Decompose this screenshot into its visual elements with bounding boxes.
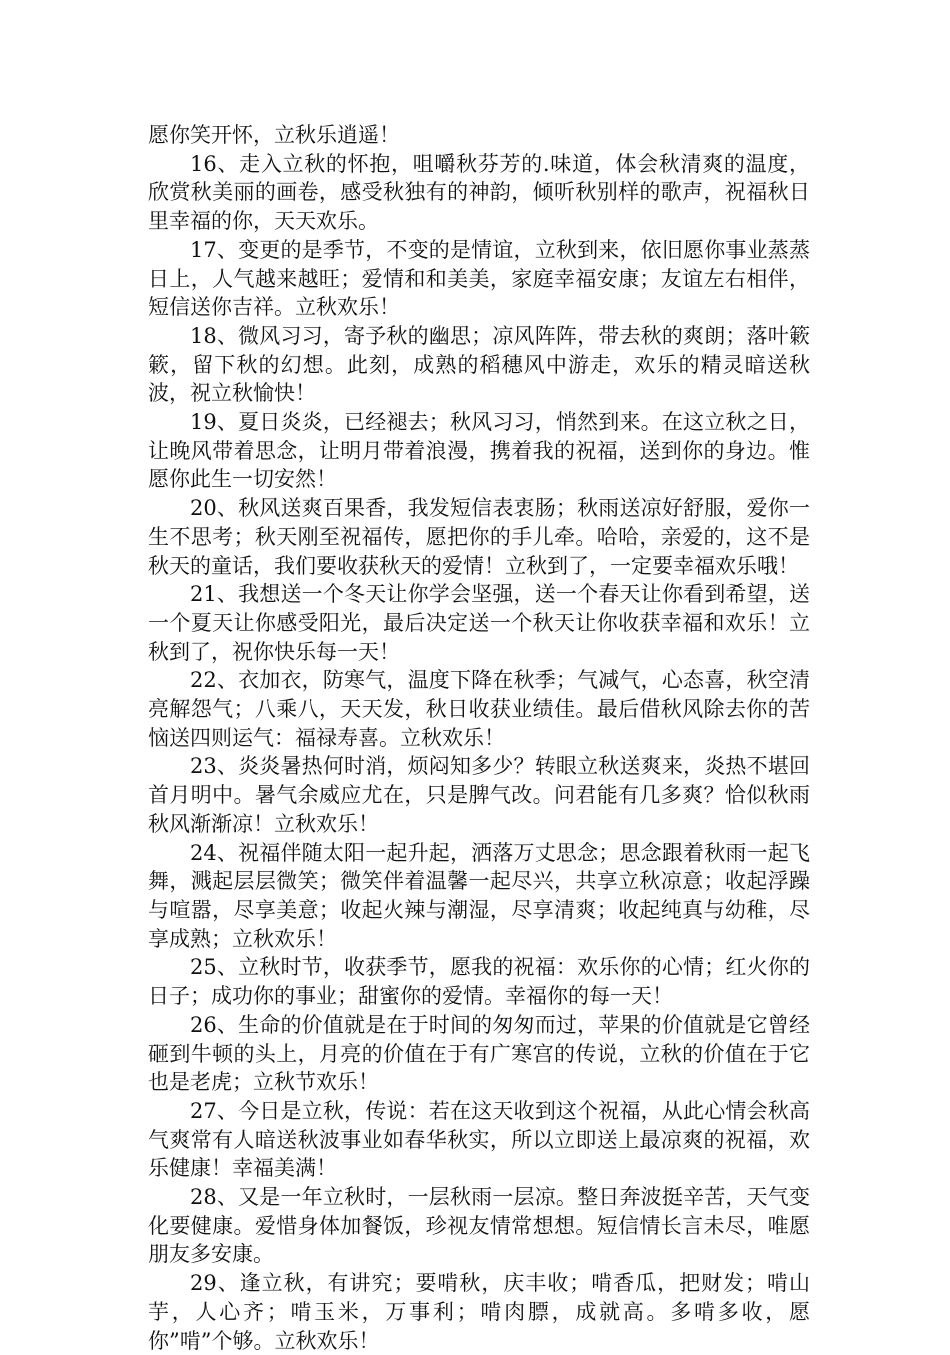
paragraph-item-17: 17、变更的是季节，不变的是情谊，立秋到来，依旧愿你事业蒸蒸日上，人气越来越旺；爱情和和美美，家庭幸福安康；友谊左右相伴，短信送你吉祥。立秋欢乐！ — [148, 237, 810, 320]
paragraph-item-26: 26、生命的价值就是在于时间的匆匆而过，苹果的价值就是它曾经砸到牛顿的头上，月亮的价值在于有广寒宫的传说，立秋的价值在于它也是老虎；立秋节欢乐！ — [148, 1012, 810, 1095]
paragraph-item-28: 28、又是一年立秋时，一层秋雨一层凉。整日奔波挺辛苦，天气变化要健康。爱惜身体加餐饭，珍视友情常想想。短信情长言未尽，唯愿朋友多安康。 — [148, 1185, 810, 1267]
paragraph-item-27: 27、今日是立秋，传说：若在这天收到这个祝福，从此心情会秋高气爽常有人暗送秋波事业如春华秋实，所以立即送上最凉爽的祝福，欢乐健康！幸福美满！ — [148, 1098, 810, 1181]
paragraph-item-29: 29、逢立秋，有讲究；要啃秋，庆丰收；啃香瓜，把财发；啃山芋，人心齐；啃玉米，万事利；啃肉膘，成就高。多啃多收，愿你”啃”个够。立秋欢乐！ — [148, 1271, 810, 1353]
paragraph-item-25: 25、立秋时节，收获季节，愿我的祝福：欢乐你的心情；红火你的日子；成功你的事业；甜蜜你的爱情。幸福你的每一天！ — [148, 955, 810, 1009]
paragraph-item-24: 24、祝福伴随太阳一起升起，洒落万丈思念；思念跟着秋雨一起飞舞，溅起层层微笑；微笑伴着温馨一起尽兴，共享立秋凉意；收起浮躁与喧嚣，尽享美意；收起火辣与潮湿，尽享清爽；收起纯真与幼稚，尽享成熟；立秋欢乐！ — [148, 840, 810, 951]
document-body — [148, 121, 810, 1355]
paragraph-item-19: 19、夏日炎炎，已经褪去；秋风习习，悄然到来。在这立秋之日，让晚风带着思念，让明月带着浪漫，携着我的祝福，送到你的身边。惟愿你此生一切安然！ — [148, 410, 810, 492]
paragraph-item-16: 16、走入立秋的怀抱，咀嚼秋芬芳的.味道，体会秋清爽的温度，欣赏秋美丽的画卷，感受秋独有的神韵，倾听秋别样的歌声，祝福秋日里幸福的你，天天欢乐。 — [148, 151, 810, 234]
paragraph-item-21: 21、我想送一个冬天让你学会坚强，送一个春天让你看到希望，送一个夏天让你感受阳光，最后决定送一个秋天让你收获幸福和欢乐！立秋到了，祝你快乐每一天！ — [148, 582, 810, 664]
paragraph-continuation: 愿你笑开怀，立秋乐逍遥！ — [148, 123, 400, 147]
paragraph-item-18: 18、微风习习，寄予秋的幽思；凉风阵阵，带去秋的爽朗；落叶簌簌，留下秋的幻想。此刻，成熟的稻穗风中游走，欢乐的精灵暗送秋波，祝立秋愉快！ — [148, 323, 810, 406]
paragraph-item-23: 23、炎炎暑热何时消，烦闷知多少？转眼立秋送爽来，炎热不堪回首月明中。暑气余威应尤在，只是脾气改。问君能有几多爽？恰似秋雨秋风渐渐凉！立秋欢乐！ — [148, 754, 810, 836]
paragraph-item-20: 20、秋风送爽百果香，我发短信表衷肠；秋雨送凉好舒服，爱你一生不思考；秋天刚至祝福传，愿把你的手儿牵。哈哈，亲爱的，这不是秋天的童话，我们要收获秋天的爱情！立秋到了，一定要幸福欢乐哦！ — [148, 496, 810, 578]
paragraph-item-22: 22、衣加衣，防寒气，温度下降在秋季；气减气，心态喜，秋空清亮解怨气；八乘八，天天发，秋日收获业绩佳。最后借秋风除去你的苦恼送四则运气：福禄寿喜。立秋欢乐！ — [148, 668, 810, 750]
